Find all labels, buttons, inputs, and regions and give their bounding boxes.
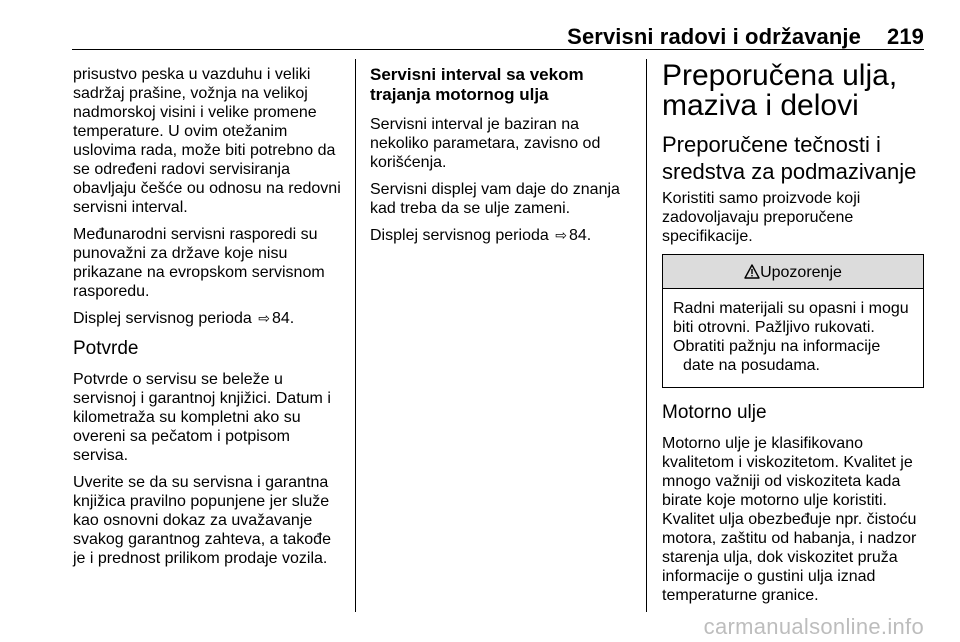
section-heading: Motorno ulje (662, 402, 767, 423)
section-heading: Potvrde (73, 338, 139, 359)
column-right (662, 59, 924, 613)
paragraph: prisustvo peska u vazduhu i veliki sadržaj prašine, vožnja na velikoj nadmorskoj visini i velike promene temperature. U ovim otežanim uslovima rada, može biti potrebno da se određeni radovi servisiranja obavljaju češće ou odnosu na redovni servisni interval. (73, 66, 341, 216)
warning-title: Upozorenje (663, 255, 923, 289)
warning-text: Radni materijali su opasni i mogu biti otrovni. Pažljivo rukovati. (673, 300, 909, 336)
paragraph: Potvrde o servisu se beleže u servisnoj i garantnoj knjižici. Datum i kilometraža su kompletni ako su overeni sa pečatom i potpisom servisa. (73, 371, 331, 464)
paragraph: Koristiti samo proizvode koji zadovoljavaju preporučene specifikacije. (662, 190, 861, 245)
column-divider (355, 59, 356, 612)
watermark: carmanualsonline.info (703, 614, 924, 639)
paragraph: Motorno ulje je klasifikovano kvalitetom i viskozitetom. Kvalitet je mnogo važniji od viskoziteta kada birate koje motorno ulje koristiti. Kvalitet ulja obezbeđuje npr. čistoću motora, zaštitu od habanja, i nadzor starenja ulja, dok viskozitet pruža informacije o gustini ulja iznad temperaturne granice. (662, 435, 917, 604)
page-ref-arrow-icon: ⇨ (555, 227, 567, 243)
warning-text: Obratiti pažnju na informacije date na posudama. (673, 338, 881, 374)
warning-triangle-icon (744, 264, 760, 279)
section-heading: Servisni interval sa vekom trajanja motornog ulja (370, 65, 584, 104)
paragraph: Uverite se da su servisna i garantna knjižica pravilno popunjene jer služe kao osnovni dokaz za uvažavanje svakog garantnog zahteva, a takođe je i prednost prilikom prodaje vozila. (73, 474, 331, 567)
cross-reference[interactable]: Displej servisnog perioda ⇨ 84. (73, 310, 295, 327)
chapter-heading: Preporučena ulja, maziva i delovi (662, 59, 898, 122)
header-title: Servisni radovi i održavanje (567, 24, 861, 49)
section-heading: Preporučene tečnosti i sredstva za podmazivanje (662, 132, 917, 184)
header-rule (72, 49, 924, 50)
warning-body (663, 289, 923, 387)
cross-reference[interactable]: Displej servisnog perioda ⇨ 84. (370, 227, 592, 244)
paragraph: Servisni interval je baziran na nekoliko parametara, zavisno od korišćenja. (370, 116, 601, 171)
warning-box (662, 254, 924, 388)
column-left (73, 65, 344, 576)
page-number: 219 (886, 24, 924, 49)
column-middle (370, 65, 632, 253)
page-ref-arrow-icon: ⇨ (258, 310, 270, 326)
paragraph: Međunarodni servisni rasporedi su punovažni za države koje nisu prikazane na evropskom servisnom rasporedu. (73, 226, 325, 300)
column-divider (646, 59, 647, 612)
page-header (567, 24, 924, 50)
paragraph: Servisni displej vam daje do znanja kad treba da se ulje zameni. (370, 181, 620, 217)
